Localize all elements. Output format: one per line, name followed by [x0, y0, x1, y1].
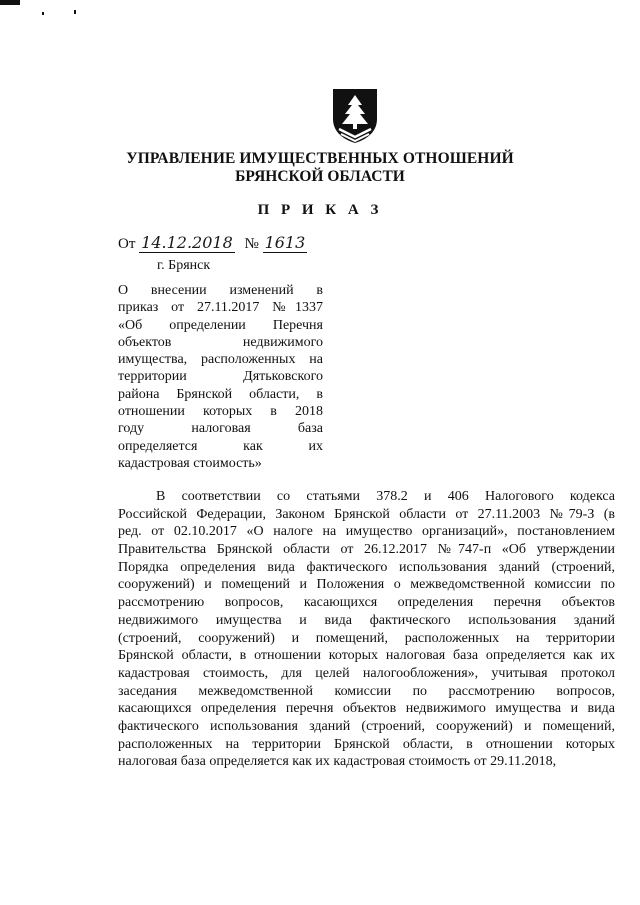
- subject-line: района Брянской области, в: [118, 386, 323, 402]
- document-type-title: П Р И К А З: [257, 202, 383, 218]
- handwritten-number: 1613: [264, 233, 306, 252]
- date-number-line: [118, 233, 307, 253]
- subject-line: «Об определении Перечня: [118, 317, 323, 333]
- body-line: расположенных на территории Брянской области, в отношении которых: [118, 736, 615, 752]
- subject-line: году налоговая база: [118, 421, 323, 437]
- scan-artifact: [42, 12, 44, 15]
- body-line: недвижимого имущества и вида фактического использования зданий: [118, 612, 615, 628]
- body-line: заседания межведомственной комиссии по рассмотрению вопросов,: [118, 683, 615, 699]
- subject-line: приказ от 27.11.2017 №1337: [118, 300, 323, 316]
- org-name-line-1: УПРАВЛЕНИЕ ИМУЩЕСТВЕННЫХ ОТНОШЕНИЙ: [126, 150, 514, 167]
- number-label: №: [244, 236, 259, 252]
- body-line: сооружений) и помещений и Положения о межведомственной комиссии по: [118, 577, 615, 593]
- subject-line: имущества, расположенных на: [118, 352, 323, 368]
- subject-line: отношении которых в 2018: [118, 404, 323, 420]
- handwritten-date: 14.12.2018: [141, 233, 233, 252]
- subject-line: кадастровая стоимость»: [118, 455, 262, 471]
- body-line: Правительства Брянской области от 26.12.2017 №747-п «Об утверждении: [118, 542, 615, 558]
- subject-line: объектов недвижимого: [118, 334, 323, 350]
- org-name-line-2: БРЯНСКОЙ ОБЛАСТИ: [235, 168, 405, 185]
- body-line: (строений, сооружений) и помещений, расположенных на территории: [118, 630, 615, 646]
- body-line: Порядка определения вида фактического использования зданий (строений,: [118, 559, 615, 575]
- body-line: Брянской области, в отношении которых налоговая база определяется как их: [118, 648, 615, 664]
- from-label: От: [118, 236, 136, 252]
- body-line: налоговая база определяется как их кадастровая стоимость от 29.11.2018,: [118, 754, 557, 770]
- body-line: В соответствии со статьями 378.2 и 406 Налогового кодекса: [156, 489, 615, 504]
- body-line: ред. от 02.10.2017 «О налоге на имущество организаций», постановлением: [118, 524, 615, 540]
- subject-line: территории Дятьковского: [118, 369, 323, 385]
- city-line: г. Брянск: [157, 258, 211, 273]
- bryansk-region-coat-of-arms-icon: [329, 85, 381, 145]
- subject-line: определяется как их: [118, 438, 323, 454]
- scan-artifact: [0, 0, 20, 5]
- subject-block: [118, 282, 323, 472]
- body-line: Российской Федерации, Законом Брянской области от 27.11.2003 №79-З (в: [118, 506, 615, 522]
- body-line: фактического использования зданий (строений, сооружений) и помещений,: [118, 718, 615, 734]
- subject-line: О внесении изменений в: [118, 283, 323, 298]
- body-line: касающихся определения перечня объектов недвижимого имущества и вида: [118, 701, 615, 717]
- body-line: рассмотрению вопросов, касающихся определения перечня объектов: [118, 595, 615, 611]
- body-paragraph: [118, 488, 615, 771]
- scan-artifact: [74, 10, 76, 14]
- body-line: кадастровая стоимость, для целей налогообложения», учитывая протокол: [118, 665, 615, 681]
